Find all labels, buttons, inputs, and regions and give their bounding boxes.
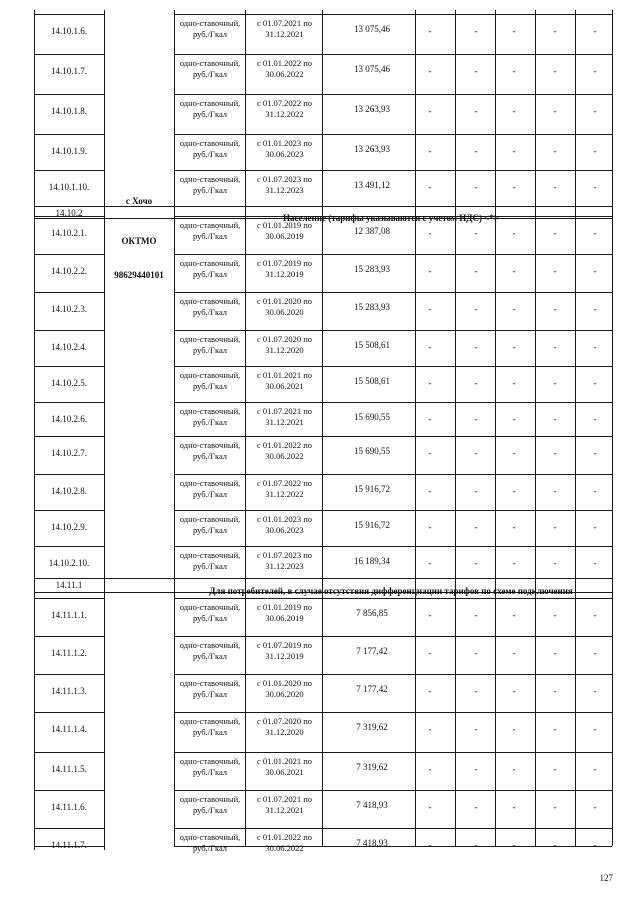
tariff-column-rule	[245, 10, 246, 846]
row-code: 14.10.1.6.	[51, 26, 87, 36]
row-dash-cell: -	[474, 228, 478, 238]
row-value: 15 283,93	[354, 302, 390, 312]
row-value: 13 263,93	[354, 104, 390, 114]
data-row-rule	[174, 510, 612, 511]
row-dash-cell: -	[593, 266, 597, 276]
row-tariff: одно-ставочный, руб./Гкал	[179, 296, 241, 317]
row-dash-cell: -	[553, 414, 557, 424]
row-code: 14.10.2.5.	[51, 378, 87, 388]
row-dash-cell: -	[593, 486, 597, 496]
row-code: 14.11.1.4.	[51, 724, 87, 734]
row-value: 7 319,62	[356, 722, 388, 732]
data-row-rule	[174, 254, 612, 255]
row-value: 15 283,93	[354, 264, 390, 274]
row-dash-cell: -	[593, 106, 597, 116]
row-dash-cell: -	[593, 448, 597, 458]
section-code-14-10-2: 14.10.2	[55, 208, 83, 218]
code-column-rule	[104, 10, 105, 850]
row-period-end: 30.06.2022	[265, 69, 304, 79]
row-period-end: 31.12.2021	[265, 805, 304, 815]
oktmo-code: 98629440101	[114, 270, 164, 280]
code-row-rule	[34, 712, 104, 713]
row-dash-cell: -	[553, 802, 557, 812]
row-dash-cell: -	[428, 304, 432, 314]
row-period-end: 30.06.2022	[265, 843, 304, 853]
data-row-rule	[174, 636, 612, 637]
section-header-consumers: Для потребителей, в случае отсутствия дифференциации тарифов по схеме подключения	[209, 586, 573, 596]
row-period-end: 30.06.2023	[265, 149, 304, 159]
row-dash-cell: -	[428, 146, 432, 156]
row-tariff: одно-ставочный, руб./Гкал	[179, 58, 241, 79]
data-row-rule	[174, 436, 612, 437]
row-period-end: 31.12.2022	[265, 489, 304, 499]
row-period-end: 31.12.2021	[265, 417, 304, 427]
code-row-rule	[34, 510, 104, 511]
row-period-start: с 01.07.2022 по	[256, 98, 313, 108]
row-tariff: одно-ставочный, руб./Гкал	[179, 832, 241, 853]
data-row-rule	[174, 474, 612, 475]
row-value: 15 690,55	[354, 446, 390, 456]
data-row-rule	[174, 292, 612, 293]
row-dash-cell: -	[512, 724, 516, 734]
row-dash-cell: -	[474, 266, 478, 276]
row-tariff: одно-ставочный, руб./Гкал	[179, 440, 241, 461]
row-dash-cell: -	[553, 66, 557, 76]
row-dash-cell: -	[512, 66, 516, 76]
row-tariff: одно-ставочный, руб./Гкал	[179, 18, 241, 39]
row-code: 14.10.1.8.	[51, 106, 87, 116]
row-period-start: с 01.01.2019 по	[256, 602, 313, 612]
row-dash-cell: -	[593, 802, 597, 812]
row-dash-cell: -	[474, 106, 478, 116]
row-dash-cell: -	[512, 266, 516, 276]
row-value: 13 263,93	[354, 144, 390, 154]
row-dash-cell: -	[553, 648, 557, 658]
row-dash-cell: -	[512, 342, 516, 352]
row-dash-cell: -	[512, 182, 516, 192]
row-dash-cell: -	[474, 724, 478, 734]
row-value: 15 916,72	[354, 520, 390, 530]
code-row-rule	[34, 134, 104, 135]
row-period-start: с 01.01.2023 по	[256, 514, 313, 524]
row-dash-cell: -	[553, 840, 557, 850]
row-dash-cell: -	[474, 558, 478, 568]
row-dash-cell: -	[593, 764, 597, 774]
row-tariff: одно-ставочный, руб./Гкал	[179, 174, 241, 195]
code-row-rule	[34, 292, 104, 293]
row-dash-cell: -	[428, 66, 432, 76]
row-dash-cell: -	[593, 558, 597, 568]
row-dash-cell: -	[553, 558, 557, 568]
row-dash-cell: -	[428, 414, 432, 424]
row-code: 14.10.2.8.	[51, 486, 87, 496]
row-dash-cell: -	[428, 486, 432, 496]
row-dash-cell: -	[474, 146, 478, 156]
row-period-start: с 01.01.2022 по	[256, 58, 313, 68]
row-dash-cell: -	[512, 648, 516, 658]
row-code: 14.10.2.1.	[51, 228, 87, 238]
row-value: 15 916,72	[354, 484, 390, 494]
code-row-rule	[34, 752, 104, 753]
row-period-start: с 01.07.2021 по	[256, 18, 313, 28]
row-period-start: с 01.01.2023 по	[256, 138, 313, 148]
row-code: 14.10.2.3.	[51, 304, 87, 314]
row-tariff: одно-ставочный, руб./Гкал	[179, 406, 241, 427]
data-row-rule	[174, 134, 612, 135]
row-dash-cell: -	[428, 764, 432, 774]
row-dash-cell: -	[553, 106, 557, 116]
row-dash-cell: -	[474, 764, 478, 774]
row-code: 14.10.2.4.	[51, 342, 87, 352]
data-row-rule	[174, 94, 612, 95]
code-row-rule	[34, 54, 104, 55]
data-row-rule	[174, 546, 612, 547]
row-tariff: одно-ставочный, руб./Гкал	[179, 716, 241, 737]
row-code: 14.11.1.6.	[51, 802, 87, 812]
row-dash-cell: -	[474, 414, 478, 424]
row-value: 16 189,34	[354, 556, 390, 566]
row-dash-cell: -	[474, 378, 478, 388]
row-period-start: с 01.01.2021 по	[256, 756, 313, 766]
row-code: 14.11.1.5.	[51, 764, 87, 774]
row-value: 7 319,62	[356, 762, 388, 772]
row-dash-cell: -	[428, 686, 432, 696]
row-code: 14.10.2.7.	[51, 448, 87, 458]
row-dash-cell: -	[593, 610, 597, 620]
row-dash-cell: -	[512, 26, 516, 36]
row-dash-cell: -	[593, 724, 597, 734]
row-dash-cell: -	[593, 182, 597, 192]
row-dash-cell: -	[428, 266, 432, 276]
row-period-start: с 01.07.2020 по	[256, 716, 313, 726]
row-value: 7 177,42	[356, 646, 388, 656]
row-period-end: 30.06.2022	[265, 451, 304, 461]
row-tariff: одно-ставочный, руб./Гкал	[179, 678, 241, 699]
row-period-end: 31.12.2020	[265, 727, 304, 737]
code-row-rule	[34, 254, 104, 255]
row-dash-cell: -	[474, 648, 478, 658]
row-dash-cell: -	[428, 228, 432, 238]
row-dash-cell: -	[474, 304, 478, 314]
row-dash-cell: -	[553, 764, 557, 774]
row-period-end: 31.12.2023	[265, 185, 304, 195]
data-row-rule	[174, 54, 612, 55]
data-row-rule	[174, 712, 612, 713]
page-number: 127	[599, 873, 613, 883]
row-period-end: 30.06.2021	[265, 381, 304, 391]
col-4-rule	[575, 10, 576, 846]
row-dash-cell: -	[553, 378, 557, 388]
row-dash-cell: -	[474, 66, 478, 76]
row-dash-cell: -	[512, 522, 516, 532]
row-value: 15 508,61	[354, 340, 390, 350]
row-dash-cell: -	[428, 648, 432, 658]
right-border	[612, 10, 613, 846]
row-dash-cell: -	[428, 448, 432, 458]
row-tariff: одно-ставочный, руб./Гкал	[179, 258, 241, 279]
row-tariff: одно-ставочный, руб./Гкал	[179, 334, 241, 355]
row-dash-cell: -	[474, 486, 478, 496]
value-column-rule	[415, 10, 416, 846]
row-value: 13 075,46	[354, 24, 390, 34]
row-dash-cell: -	[428, 106, 432, 116]
code-row-rule	[34, 790, 104, 791]
row-value: 15 690,55	[354, 412, 390, 422]
row-code: 14.10.1.9.	[51, 146, 87, 156]
row-dash-cell: -	[474, 840, 478, 850]
row-dash-cell: -	[428, 802, 432, 812]
row-dash-cell: -	[512, 610, 516, 620]
row-dash-cell: -	[553, 26, 557, 36]
row-dash-cell: -	[474, 522, 478, 532]
row-dash-cell: -	[474, 182, 478, 192]
code-row-rule	[34, 436, 104, 437]
row-dash-cell: -	[512, 802, 516, 812]
row-period-start: с 01.07.2020 по	[256, 334, 313, 344]
row-period-start: с 01.01.2020 по	[256, 296, 313, 306]
row-tariff: одно-ставочный, руб./Гкал	[179, 220, 241, 241]
row-dash-cell: -	[474, 26, 478, 36]
row-period-start: с 01.07.2022 по	[256, 478, 313, 488]
section-rule	[34, 578, 612, 579]
row-period-end: 31.12.2022	[265, 109, 304, 119]
data-row-rule	[174, 752, 612, 753]
row-tariff: одно-ставочный, руб./Гкал	[179, 98, 241, 119]
row-dash-cell: -	[512, 764, 516, 774]
row-dash-cell: -	[593, 26, 597, 36]
code-row-rule	[34, 598, 104, 599]
row-value: 12 387,08	[354, 226, 390, 236]
row-dash-cell: -	[553, 182, 557, 192]
row-value: 7 418,93	[356, 800, 388, 810]
row-dash-cell: -	[593, 66, 597, 76]
row-dash-cell: -	[512, 558, 516, 568]
row-dash-cell: -	[428, 610, 432, 620]
row-period-end: 30.06.2019	[265, 231, 304, 241]
row-dash-cell: -	[474, 610, 478, 620]
data-row-rule	[174, 14, 612, 15]
row-dash-cell: -	[553, 522, 557, 532]
row-code: 14.10.2.9.	[51, 522, 87, 532]
row-period-end: 30.06.2020	[265, 689, 304, 699]
data-row-rule	[174, 828, 612, 829]
row-tariff: одно-ставочный, руб./Гкал	[179, 756, 241, 777]
row-dash-cell: -	[474, 686, 478, 696]
row-value: 13 491,12	[354, 180, 390, 190]
row-dash-cell: -	[428, 378, 432, 388]
row-dash-cell: -	[553, 342, 557, 352]
row-dash-cell: -	[593, 522, 597, 532]
row-tariff: одно-ставочный, руб./Гкал	[179, 370, 241, 391]
row-dash-cell: -	[553, 266, 557, 276]
row-period-end: 31.12.2021	[265, 29, 304, 39]
row-period-start: с 01.07.2023 по	[256, 174, 313, 184]
row-period-start: с 01.07.2023 по	[256, 550, 313, 560]
row-period-end: 30.06.2019	[265, 613, 304, 623]
data-row-rule	[174, 598, 612, 599]
row-period-start: с 01.07.2021 по	[256, 794, 313, 804]
data-row-rule	[174, 790, 612, 791]
row-dash-cell: -	[428, 26, 432, 36]
row-dash-cell: -	[512, 686, 516, 696]
row-dash-cell: -	[512, 106, 516, 116]
row-dash-cell: -	[512, 146, 516, 156]
row-dash-cell: -	[512, 228, 516, 238]
code-row-rule	[34, 94, 104, 95]
row-tariff: одно-ставочный, руб./Гкал	[179, 514, 241, 535]
row-dash-cell: -	[428, 522, 432, 532]
code-row-rule	[34, 546, 104, 547]
row-dash-cell: -	[474, 448, 478, 458]
row-dash-cell: -	[553, 610, 557, 620]
row-dash-cell: -	[428, 342, 432, 352]
row-tariff: одно-ставочный, руб./Гкал	[179, 602, 241, 623]
row-code: 14.10.1.7.	[51, 66, 87, 76]
row-period-start: с 01.01.2022 по	[256, 440, 313, 450]
row-period-start: с 01.07.2021 по	[256, 406, 313, 416]
row-dash-cell: -	[593, 686, 597, 696]
code-row-rule	[34, 474, 104, 475]
row-dash-cell: -	[553, 146, 557, 156]
row-dash-cell: -	[593, 342, 597, 352]
row-period-end: 30.06.2020	[265, 307, 304, 317]
row-period-start: с 01.07.2019 по	[256, 258, 313, 268]
col-2-rule	[495, 10, 496, 846]
row-code: 14.10.1.10.	[48, 182, 90, 192]
row-tariff: одно-ставочный, руб./Гкал	[179, 138, 241, 159]
row-period-start: с 01.07.2019 по	[256, 640, 313, 650]
row-dash-cell: -	[428, 724, 432, 734]
row-value: 15 508,61	[354, 376, 390, 386]
row-dash-cell: -	[553, 686, 557, 696]
row-code: 14.11.1.2.	[51, 648, 87, 658]
code-row-rule	[34, 330, 104, 331]
row-value: 7 177,42	[356, 684, 388, 694]
row-dash-cell: -	[593, 378, 597, 388]
code-row-rule	[34, 674, 104, 675]
row-dash-cell: -	[474, 802, 478, 812]
row-dash-cell: -	[553, 304, 557, 314]
section-code-14-11-1: 14.11.1	[55, 580, 83, 590]
row-code: 14.11.1.1.	[51, 610, 87, 620]
data-row-rule	[174, 402, 612, 403]
row-period-start: с 01.01.2020 по	[256, 678, 313, 688]
row-period-end: 31.12.2019	[265, 651, 304, 661]
data-row-rule	[174, 330, 612, 331]
row-dash-cell: -	[428, 182, 432, 192]
row-value: 13 075,46	[354, 64, 390, 74]
row-dash-cell: -	[428, 558, 432, 568]
code-row-rule	[34, 170, 104, 171]
code-row-rule	[34, 402, 104, 403]
row-period-end: 31.12.2020	[265, 345, 304, 355]
data-row-rule	[174, 674, 612, 675]
row-dash-cell: -	[593, 840, 597, 850]
row-dash-cell: -	[593, 146, 597, 156]
row-period-end: 30.06.2021	[265, 767, 304, 777]
row-dash-cell: -	[512, 414, 516, 424]
row-dash-cell: -	[553, 448, 557, 458]
row-period-start: с 01.01.2022 по	[256, 832, 313, 842]
row-dash-cell: -	[512, 840, 516, 850]
code-row-rule	[34, 14, 104, 15]
row-dash-cell: -	[593, 228, 597, 238]
col-3-rule	[535, 10, 536, 846]
row-dash-cell: -	[593, 304, 597, 314]
row-code: 14.10.2.10.	[48, 558, 90, 568]
code-row-rule	[34, 366, 104, 367]
data-row-rule	[174, 170, 612, 171]
locality-name: с Хочо	[125, 196, 153, 206]
row-period-end: 31.12.2023	[265, 561, 304, 571]
row-dash-cell: -	[512, 448, 516, 458]
row-period-end: 30.06.2023	[265, 525, 304, 535]
row-dash-cell: -	[512, 378, 516, 388]
row-period-start: с 01.01.2021 по	[256, 370, 313, 380]
row-code: 14.11.1.3.	[51, 686, 87, 696]
row-value: 7 418,93	[356, 838, 388, 848]
row-dash-cell: -	[512, 304, 516, 314]
row-tariff: одно-ставочный, руб./Гкал	[179, 478, 241, 499]
row-value: 7 856,85	[356, 608, 388, 618]
row-dash-cell: -	[553, 724, 557, 734]
row-dash-cell: -	[512, 486, 516, 496]
row-code: 14.11.1.7.	[51, 840, 87, 850]
code-row-rule	[34, 828, 104, 829]
row-dash-cell: -	[593, 414, 597, 424]
row-dash-cell: -	[428, 840, 432, 850]
row-dash-cell: -	[553, 486, 557, 496]
row-tariff: одно-ставочный, руб./Гкал	[179, 794, 241, 815]
row-dash-cell: -	[474, 342, 478, 352]
row-period-start: с 01.01.2019 по	[256, 220, 313, 230]
row-dash-cell: -	[593, 648, 597, 658]
row-tariff: одно-ставочный, руб./Гкал	[179, 640, 241, 661]
code-row-rule	[34, 636, 104, 637]
col-1-rule	[455, 10, 456, 846]
oktmo-label: ОКТМО	[121, 236, 157, 246]
section-header-population: Население (тарифы указываются с учетом НДС) <*>	[283, 213, 499, 223]
row-code: 14.10.2.2.	[51, 266, 87, 276]
row-dash-cell: -	[553, 228, 557, 238]
row-period-end: 31.12.2019	[265, 269, 304, 279]
data-row-rule	[174, 366, 612, 367]
period-column-rule	[322, 10, 323, 846]
row-code: 14.10.2.6.	[51, 414, 87, 424]
row-tariff: одно-ставочный, руб./Гкал	[179, 550, 241, 571]
